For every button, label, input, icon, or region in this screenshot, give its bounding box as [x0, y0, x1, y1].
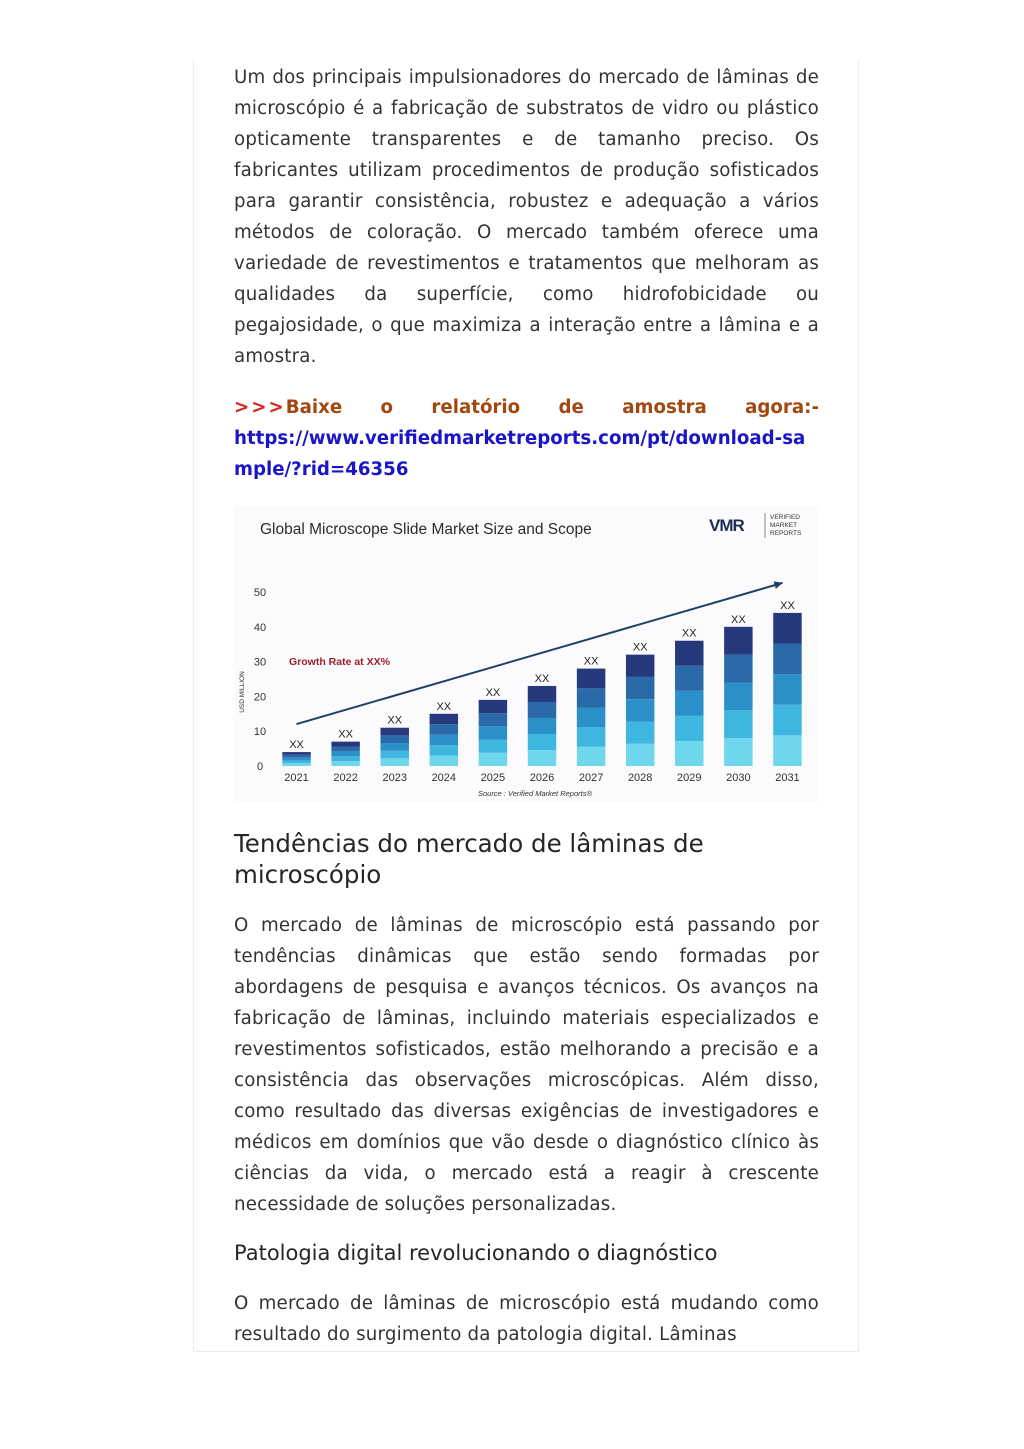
y-tick-label: 30	[253, 656, 267, 669]
paragraph-trends: O mercado de lâminas de microscópio está passando por tendências dinâmicas que estão sendo formadas por abordagens de pesquisa e avanços técnicos. Os avanços na fabricação de lâminas, incluindo materiais especializados e revestimentos sofisticados, estão melhorando a precisão e a consistência das observações microscópicas. Além disso, como resultado das diversas exigências de investigadores e médicos em domínios que vão desde o diagnóstico clínico às ciências da vida, o mercado está a reagir à crescente necessidade de soluções personalizadas.	[234, 915, 819, 1215]
bar-segment	[380, 758, 408, 766]
bar-value-label: XX	[731, 613, 746, 626]
y-tick-label: 20	[253, 691, 267, 704]
bar-value-label: XX	[387, 714, 403, 727]
bar-value-label: XX	[681, 627, 697, 640]
bar-segment	[331, 747, 359, 752]
bar-segment	[724, 682, 752, 710]
bar-segment	[773, 613, 801, 644]
bar-2021	[282, 752, 310, 766]
bar-segment	[675, 716, 703, 741]
bar-segment	[724, 710, 752, 738]
bar-segment	[331, 751, 359, 756]
bar-segment	[331, 756, 359, 761]
x-axis-ticks	[284, 772, 799, 784]
bar-segment	[430, 724, 458, 734]
bar-value-label: XX	[632, 641, 648, 654]
vmr-logo	[709, 513, 802, 538]
bar-segment	[479, 713, 507, 726]
bar-2028	[626, 655, 654, 766]
paragraph-digital-pathology: O mercado de lâminas de microscópio está mudando como resultado do surgimento da patologia digital. Lâminas	[234, 1293, 819, 1345]
logo-mark: VMR	[709, 516, 744, 535]
bar-segment	[380, 735, 408, 743]
bar-segment	[479, 700, 507, 713]
bars-group	[282, 600, 801, 766]
x-tick-label: 2031	[775, 772, 800, 784]
bar-segment	[626, 699, 654, 721]
bar-segment	[380, 728, 408, 736]
bar-segment	[577, 669, 605, 688]
bar-segment	[430, 745, 458, 755]
x-tick-label: 2025	[480, 772, 506, 784]
bar-segment	[282, 763, 310, 766]
bar-segment	[282, 755, 310, 758]
chart-source: Source : Verified Market Reports®	[477, 789, 593, 798]
article-card	[193, 60, 859, 1352]
market-size-chart	[234, 506, 819, 802]
bar-segment	[675, 691, 703, 716]
bar-segment	[479, 726, 507, 739]
logo-text-1: VERIFIED	[770, 514, 800, 521]
heading-market-trends: Tendências do mercado de lâminas de microscópio	[234, 829, 704, 889]
bar-2030	[724, 627, 752, 766]
x-tick-label: 2027	[578, 772, 604, 784]
bar-value-label: XX	[436, 700, 452, 713]
bar-segment	[773, 644, 801, 675]
y-axis-ticks	[254, 587, 266, 773]
bar-2026	[528, 686, 556, 766]
bar-segment	[626, 677, 654, 699]
growth-rate-annotation: Growth Rate at XX%	[289, 656, 390, 668]
bar-2025	[479, 700, 507, 766]
sample-report-cta	[234, 392, 819, 423]
bar-segment	[577, 688, 605, 707]
y-tick-label: 0	[256, 761, 264, 773]
bar-2027	[577, 669, 605, 766]
bar-2031	[773, 613, 801, 766]
bar-segment	[773, 735, 801, 766]
bar-value-label: XX	[485, 686, 501, 699]
bar-segment	[528, 734, 556, 750]
bar-segment	[528, 718, 556, 734]
bar-segment	[577, 708, 605, 727]
bar-segment	[724, 627, 752, 655]
bar-segment	[773, 674, 801, 705]
y-axis-label: USD MILLION	[239, 671, 246, 713]
bar-segment	[577, 747, 605, 766]
bar-segment	[724, 738, 752, 766]
x-tick-label: 2029	[677, 772, 702, 784]
cta-arrows: >>>	[234, 397, 286, 418]
bar-segment	[282, 760, 310, 763]
y-tick-label: 10	[253, 726, 267, 739]
x-tick-label: 2028	[627, 772, 653, 784]
bar-segment	[430, 714, 458, 724]
bar-2023	[380, 728, 408, 766]
sample-report-link[interactable]: https://www.verifiedmarketreports.com/pt/download-sample/?rid=46356	[234, 428, 806, 480]
bar-segment	[626, 721, 654, 743]
x-tick-label: 2026	[529, 772, 555, 784]
logo-text-3: REPORTS	[770, 530, 802, 537]
bar-segment	[282, 758, 310, 761]
bar-segment	[430, 735, 458, 745]
bar-segment	[626, 744, 654, 766]
bar-segment	[675, 666, 703, 691]
logo-text-2: MARKET	[770, 522, 798, 529]
bar-2024	[430, 714, 458, 766]
bar-segment	[331, 742, 359, 747]
bar-value-label: XX	[338, 728, 353, 741]
bar-segment	[724, 655, 752, 683]
bar-value-label: XX	[534, 672, 550, 685]
bar-value-label: XX	[780, 599, 795, 612]
bar-segment	[577, 727, 605, 746]
bar-segment	[528, 686, 556, 702]
bar-value-label: XX	[583, 655, 599, 668]
paragraph-drivers: Um dos principais impulsionadores do mercado de lâminas de microscópio é a fabricação de substratos de vidro ou plástico opticamente transparentes e de tamanho preciso. Os fabricantes utilizam procedimentos de produção sofisticados para garantir consistência, robustez e adequação a vários métodos de coloração. O mercado também oferece uma variedade de revestimentos e tratamentos que melhoram as qualidades da superfície, como hidrofobicidade ou pegajosidade, o que maximiza a interação entre a lâmina e a amostra.	[234, 67, 819, 367]
x-tick-label: 2030	[726, 772, 751, 784]
bar-segment	[331, 761, 359, 766]
bar-segment	[675, 741, 703, 766]
x-tick-label: 2024	[431, 772, 457, 784]
bar-segment	[380, 743, 408, 751]
y-tick-label: 50	[253, 587, 267, 599]
bar-segment	[528, 702, 556, 718]
bar-segment	[626, 655, 654, 677]
x-tick-label: 2023	[382, 772, 407, 784]
bar-segment	[430, 756, 458, 766]
chart-svg	[234, 506, 819, 802]
bar-2022	[331, 742, 359, 766]
x-tick-label: 2022	[333, 772, 358, 784]
y-tick-label: 40	[253, 621, 267, 634]
chart-title: Global Microscope Slide Market Size and Scope	[260, 521, 592, 538]
bar-segment	[380, 751, 408, 759]
bar-segment	[773, 705, 801, 736]
bar-2029	[675, 641, 703, 766]
bar-segment	[479, 740, 507, 753]
cta-label: Baixe o relatório de amostra agora:-	[285, 397, 819, 418]
heading-digital-pathology: Patologia digital revolucionando o diagnóstico	[234, 1241, 718, 1265]
bar-segment	[479, 753, 507, 766]
x-tick-label: 2021	[284, 772, 309, 784]
bar-segment	[528, 750, 556, 766]
bar-value-label: XX	[289, 739, 304, 752]
bar-segment	[675, 641, 703, 666]
bar-segment	[282, 752, 310, 755]
